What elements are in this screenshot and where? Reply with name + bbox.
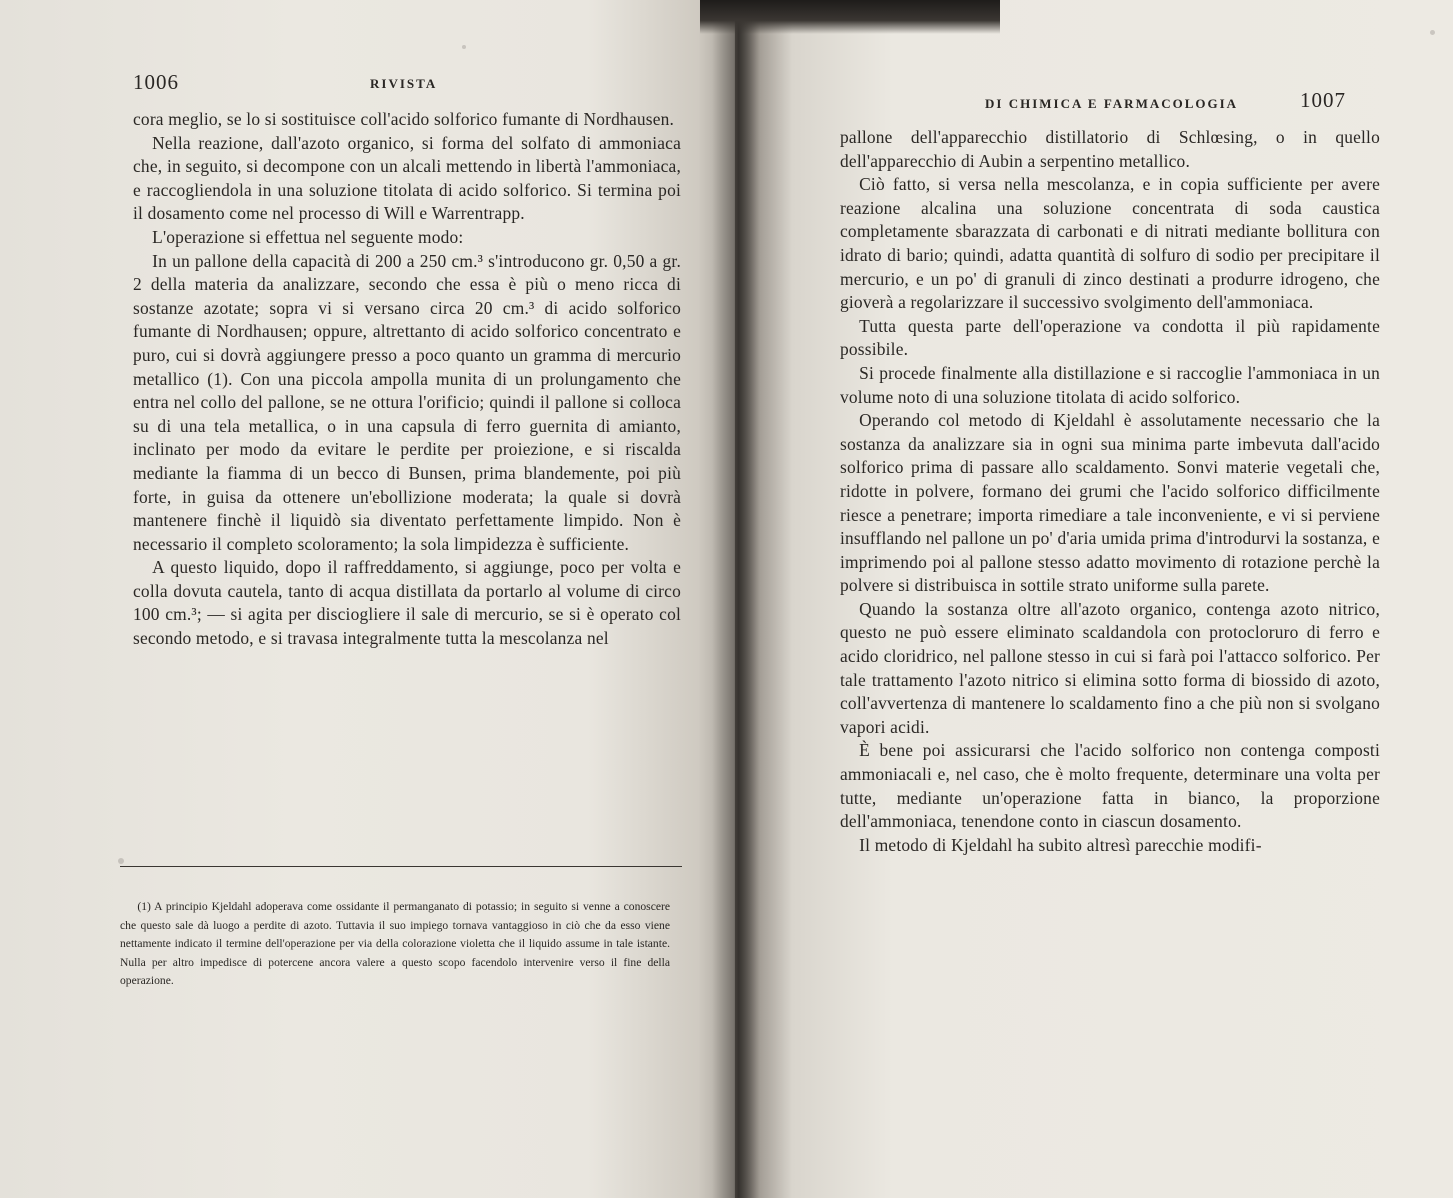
left-footnote: [120, 898, 670, 991]
footnote-text: (1) A principio Kjeldahl adoperava come ossidante il permanganato di potassio; in seguito si venne a conoscere che questo sale dà luogo a perdite di azoto. Tuttavia il suo impiego tornava vantaggioso in ciò che da esso viene nettamente indicato il termine dell'operazione per via della colorazione violetta che il liquido assume in tale istante. Nulla per altro impedisce di potercene ancora valere a questo scopo facendolo intervenire verso il fine della operazione.: [120, 900, 670, 987]
left-paragraph-1: cora meglio, se lo si sostituisce coll'acido solforico fumante di Nordhausen.: [133, 109, 675, 129]
paper-speck: [118, 858, 124, 864]
right-paragraph-2: Ciò fatto, si versa nella mescolanza, e in copia sufficiente per avere reazione alcalina una soluzione concentrata di soda caustica completamente sbarazzata di carbonati e di nitrati mediante bollitura con idrato di bario; quindi, adatta quantità di solfuro di sodio per precipitare il mercurio, e un po' di granuli di zinco destinati a produrre idrogeno, che gioverà a regolarizzare il successivo svolgimento dell'ammoniaca.: [840, 174, 1380, 313]
right-running-head: DI CHIMICA E FARMACOLOGIA: [985, 96, 1239, 111]
right-paragraph-5: Operando col metodo di Kjeldahl è assolutamente necessario che la sostanza da analizzare sia in ogni sua minima parte imbevuta dall'acido solforico prima di passare allo scaldamento. Sonvi materie vegetali che, ridotte in polvere, formano dei grumi che l'acido solforico difficilmente riesce a penetrare; importa rimediare a tale inconveniente, e vi si perviene insufflando nel pallone un po' d'aria umida prima d'introdurvi la sostanza, e imprimendo poi al pallone stesso adatto movimento di rotazione perchè la polvere si distribuisca in sottile strato uniforme sulla parete.: [840, 410, 1380, 596]
right-paragraph-8: Il metodo di Kjeldahl ha subito altresì parecchie modifi-: [859, 834, 1262, 855]
paper-speck: [462, 45, 466, 49]
right-page: [735, 0, 1453, 1198]
right-paragraph-6: Quando la sostanza oltre all'azoto organico, contenga azoto nitrico, questo ne può essere eliminato scaldandola con protocloruro di ferro e acido cloridrico, nel pallone stesso in cui si farà poi l'attacco solforico. Per tale trattamento l'azoto nitrico si elimina sotto forma di biossido di azoto, coll'avvertenza di mantenere lo scaldamento fino a che più non si svolgano vapori acidi.: [840, 598, 1380, 737]
top-edge-shadow: [700, 0, 1000, 34]
left-paragraph-3: L'operazione si effettua nel seguente modo:: [152, 226, 464, 247]
left-paragraph-5: A questo liquido, dopo il raffreddamento, si aggiunge, poco per volta e colla dovuta cautela, tanto di acqua distillata da portarlo al volume di circo 100 cm.³; — si agita per disciogliere il sale di mercurio, se si è operato col secondo metodo, e si travasa integralmente tutta la mescolanza nel: [133, 557, 681, 649]
left-running-head: RIVISTA: [370, 76, 438, 91]
right-paragraph-3: Tutta questa parte dell'operazione va condotta il più rapidamente possibile.: [840, 315, 1380, 360]
right-paragraph-1: pallone dell'apparecchio distillatorio di Schlœsing, o in quello dell'apparecchio di Aubin a serpentino metallico.: [840, 127, 1380, 171]
paper-speck: [1430, 30, 1435, 35]
book-gutter-shadow: [712, 0, 760, 1198]
left-paragraph-2: Nella reazione, dall'azoto organico, si forma del solfato di ammoniaca che, in seguito, si decompone con un alcali mettendo in libertà l'ammoniaca, e raccogliendola in una soluzione titolata di acido solforico. Si termina poi il dosamento come nel processo di Will e Warrentrapp.: [133, 132, 681, 224]
right-page-number: 1007: [1300, 88, 1346, 112]
right-body: [840, 126, 1380, 857]
footnote-rule: [120, 866, 682, 867]
left-body: [133, 108, 681, 651]
right-paragraph-4: Si procede finalmente alla distillazione e si raccoglie l'ammoniaca in un volume noto di una soluzione titolata di acido solforico.: [840, 362, 1380, 407]
left-paragraph-4: In un pallone della capacità di 200 a 250 cm.³ s'introducono gr. 0,50 a gr. 2 della materia da analizzare, secondo che essa è più o meno ricca di sostanze azotate; sopra vi si versano circa 20 cm.³ di acido solforico fumante di Nordhausen; oppure, altrettanto di acido solforico concentrato e puro, cui si dovrà aggiungere presso a poco quanto un gramma di mercurio metallico (1). Con una piccola ampolla munita di un prolungamento che entra nel collo del pallone, se ne ottura l'orificio; quindi il pallone si colloca su di una tela metallica, o in una capsula di ferro guernita di amianto, inclinato per modo da evitare le perdite per proiezione, e si riscalda mediante la fiamma di un becco di Bunsen, prima blandemente, poi più forte, in guisa da ottenere un'ebollizione moderata; la quale si dovrà mantenere finchè il liquidò sia diventato perfettamente limpido. Non è necessario il completo scoloramento; la sola limpidezza è sufficiente.: [133, 250, 681, 554]
right-paragraph-7: È bene poi assicurarsi che l'acido solforico non contenga composti ammoniacali e, nel caso, che è molto frequente, determinare una volta per tutte, mediante un'operazione fatta in bianco, la proporzione dell'ammoniaca, tenendone conto in ciascun dosamento.: [840, 740, 1380, 832]
left-page-number: 1006: [133, 70, 179, 94]
